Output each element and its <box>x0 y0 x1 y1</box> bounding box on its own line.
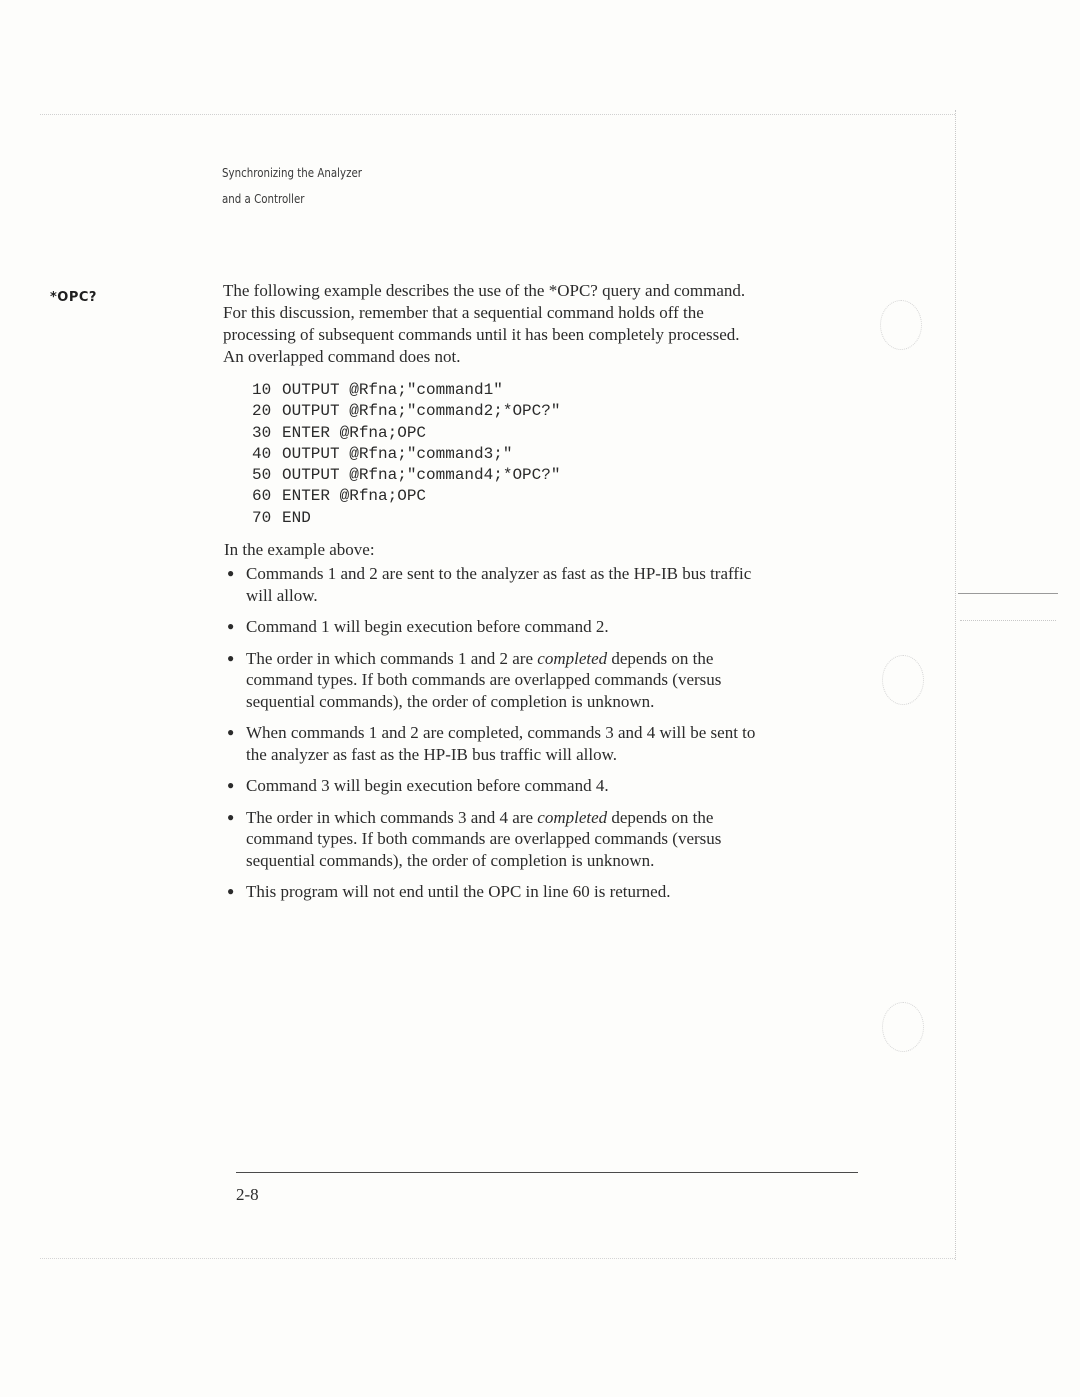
code-line-number: 30 <box>252 423 272 442</box>
scan-edge-top <box>40 114 955 115</box>
bullet-text <box>246 648 866 670</box>
intro-line-1: The following example describes the use of the *OPC? query and command. <box>223 281 746 300</box>
bullet-icon: ● <box>227 884 235 898</box>
bullet-text-pre: The order in which commands 1 and 2 are <box>246 648 538 668</box>
code-line <box>252 401 560 422</box>
code-line <box>252 465 560 486</box>
list-item <box>226 722 866 765</box>
punch-hole-bottom <box>882 1002 924 1052</box>
code-line-number: 10 <box>252 381 272 399</box>
code-line-text: OUTPUT @Rfna;"command2;*OPC?" <box>282 402 561 421</box>
code-line <box>252 423 560 444</box>
bullet-list <box>226 563 866 913</box>
bullet-text-pre: The order in which commands 3 and 4 are <box>246 807 538 827</box>
bullet-text-post: depends on the <box>607 807 714 827</box>
bullet-emphasis: completed <box>537 648 608 668</box>
bullet-text: will allow. <box>246 585 318 605</box>
section-margin-label: *OPC? <box>50 290 97 305</box>
bullet-text: command types. If both commands are overlapped commands (versus <box>246 670 722 689</box>
code-line-text: OUTPUT @Rfna;"command4;*OPC?" <box>282 466 561 485</box>
bullet-text: Command 3 will begin execution before command 4. <box>246 776 609 795</box>
code-line-number: 60 <box>252 487 272 506</box>
intro-line-2: For this discussion, remember that a sequential command holds off the <box>223 303 704 322</box>
bullet-text-post: depends on the <box>607 648 714 668</box>
bullet-text: sequential commands), the order of completion is unknown. <box>246 691 655 711</box>
code-line-number: 40 <box>252 444 272 463</box>
section-tab-mark <box>958 593 1058 594</box>
bullet-text <box>246 807 866 829</box>
code-line-number: 70 <box>252 508 272 527</box>
bullet-icon: ● <box>227 619 235 633</box>
punch-hole-middle <box>882 655 924 705</box>
bullet-icon: ● <box>227 650 235 665</box>
intro-paragraph <box>223 280 863 368</box>
bullet-text: Commands 1 and 2 are sent to the analyzer as fast as the HP-IB bus traffic <box>246 564 752 583</box>
page-number: 2-8 <box>236 1185 259 1204</box>
punch-hole-top <box>880 300 922 350</box>
bullet-icon: ● <box>227 566 235 580</box>
example-intro: In the example above: <box>224 540 375 559</box>
list-item <box>226 616 866 638</box>
bullet-text: When commands 1 and 2 are completed, commands 3 and 4 will be sent to <box>246 723 756 742</box>
running-header <box>222 160 362 212</box>
bullet-text: the analyzer as fast as the HP-IB bus traffic will allow. <box>246 744 618 764</box>
list-item <box>226 881 866 903</box>
bullet-emphasis: completed <box>537 807 608 827</box>
footer-rule <box>236 1172 858 1173</box>
code-line-text: ENTER @Rfna;OPC <box>282 423 427 442</box>
list-item <box>226 775 866 797</box>
bullet-text: Command 1 will begin execution before command 2. <box>246 617 609 636</box>
code-line-number: 20 <box>252 402 272 421</box>
header-line-1: Synchronizing the Analyzer <box>222 165 362 180</box>
code-line-text: OUTPUT @Rfna;"command1" <box>282 381 503 399</box>
code-line-number: 50 <box>252 466 272 485</box>
code-line <box>252 486 560 507</box>
intro-line-4: An overlapped command does not. <box>223 347 461 366</box>
bullet-text: sequential commands), the order of completion is unknown. <box>246 850 655 870</box>
bullet-text: This program will not end until the OPC in line 60 is returned. <box>246 882 671 901</box>
list-item <box>226 807 866 872</box>
code-line-text: END <box>282 508 311 527</box>
bullet-icon: ● <box>227 725 235 739</box>
list-item <box>226 648 866 713</box>
code-line <box>252 508 560 529</box>
scan-edge-bottom <box>40 1258 955 1259</box>
bullet-text: command types. If both commands are overlapped commands (versus <box>246 829 722 848</box>
scan-edge-right <box>955 110 956 1260</box>
intro-line-3: processing of subsequent commands until it has been completely processed. <box>223 325 740 344</box>
bullet-icon: ● <box>227 778 235 792</box>
list-item <box>226 563 866 606</box>
code-line <box>252 444 560 465</box>
code-listing <box>252 380 560 529</box>
code-line-text: OUTPUT @Rfna;"command3;" <box>282 444 513 463</box>
header-line-2: and a Controller <box>222 191 305 206</box>
code-line-text: ENTER @Rfna;OPC <box>282 487 427 506</box>
code-line <box>252 380 560 401</box>
bullet-icon: ● <box>227 809 235 824</box>
section-tab-mark-dotted <box>960 620 1056 621</box>
